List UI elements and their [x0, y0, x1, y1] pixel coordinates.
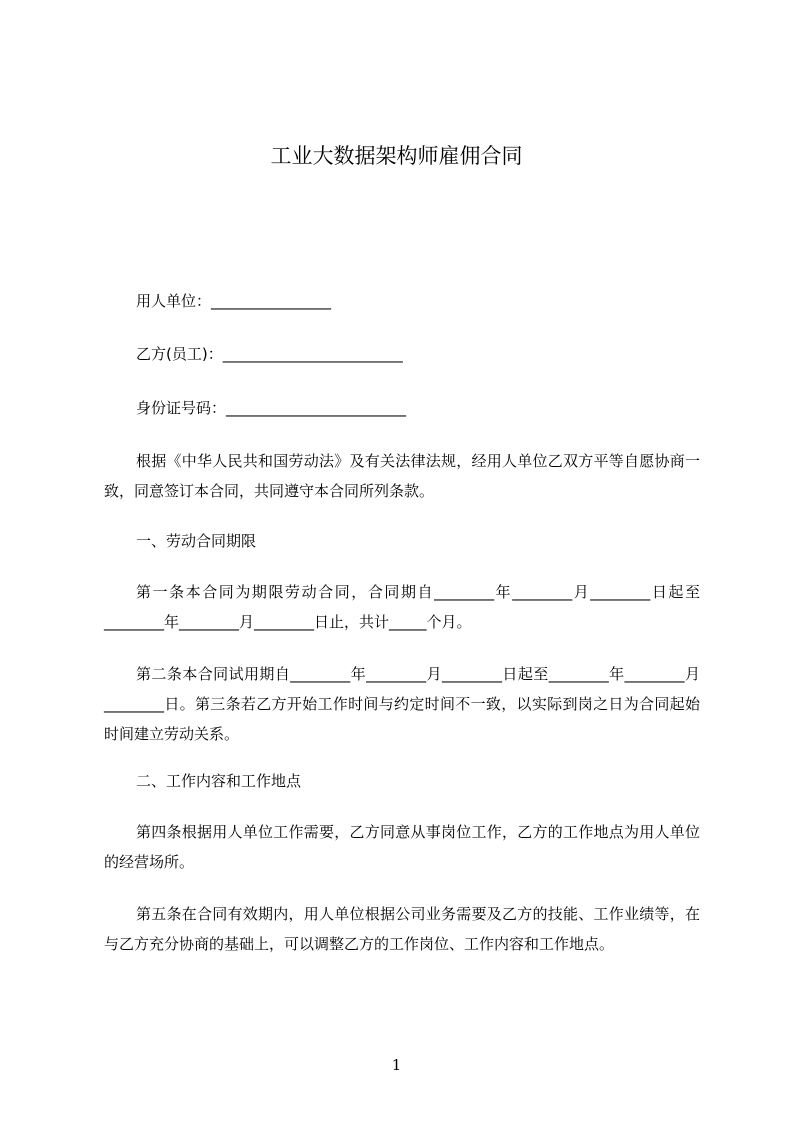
- employee-field: 乙方(员工)：________________________: [136, 345, 403, 363]
- article-5: 第五条在合同有效期内，用人单位根据公司业务需要及乙方的技能、工作业绩等，在与乙方充分协商的基础上，可以调整乙方的工作岗位、工作内容和工作地点。: [104, 905, 700, 953]
- employer-field: 用人单位：________________: [136, 292, 332, 310]
- article-4: 第四条根据用人单位工作需要，乙方同意从事岗位工作，乙方的工作地点为用人单位的经营场所。: [104, 823, 700, 871]
- intro-paragraph: 根据《中华人民共和国劳动法》及有关法律法规，经用人单位乙双方平等自愿协商一致，同意签订本合同，共同遵守本合同所列条款。: [104, 452, 700, 500]
- contract-title: 工业大数据架构师雇佣合同: [270, 144, 523, 168]
- page-number: 1: [391, 1056, 402, 1074]
- id-number-field: 身份证号码：________________________: [136, 399, 407, 417]
- article-1: 第一条本合同为期限劳动合同，合同期自________年________月________日起至________年________月________日止，共计_____个月。: [104, 583, 700, 631]
- article-2-3: 第二条本合同试用期自________年________月________日起至________年________月________日。第三条若乙方开始工作时间与约定时间不一致，以实际到岗之日为合同起始时间建立劳动关系。: [104, 665, 700, 743]
- section-heading-term: 一、劳动合同期限: [136, 532, 257, 550]
- section-heading-work: 二、工作内容和工作地点: [136, 772, 302, 790]
